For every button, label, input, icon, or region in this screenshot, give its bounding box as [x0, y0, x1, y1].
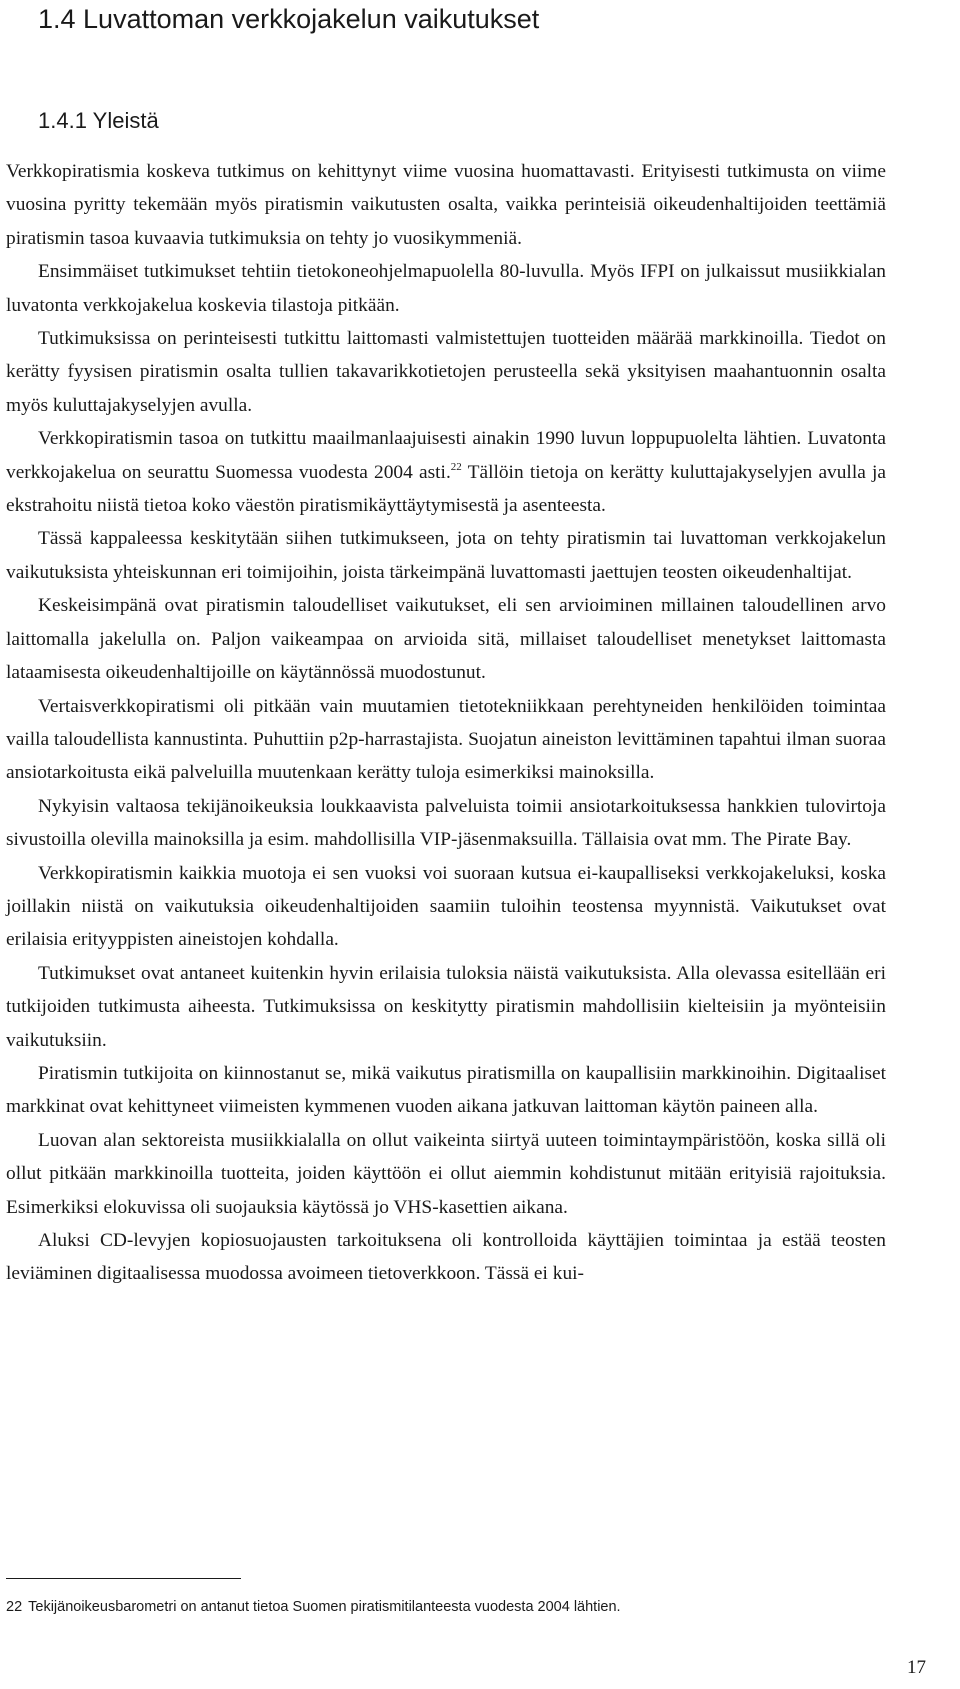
paragraph: Luovan alan sektoreista musiikkialalla on ollut vaikeinta siirtyä uuteen toimintaympäristöön, koska sillä oli ollut pitkään markkinoilla tuotteita, joiden käyttöön ei ollut aiemmin kohdistunut mitään erityisiä rajoituksia. Esimerkiksi elokuvissa oli suojauksia käytössä jo VHS-kasettien aikana. [6, 1129, 886, 1218]
footnote-divider [6, 1578, 241, 1579]
subsection-title: 1.4.1 Yleistä [38, 108, 159, 133]
paragraph: Vertaisverkkopiratismi oli pitkään vain muutamien tietotekniikkaan perehtyneiden henkilöiden toimintaa vailla taloudellista kannustinta. Puhuttiin p2p-harrastajista. Suojatun aineiston levittäminen tapahtui ilman suoraa ansiotarkoitusta eikä palveluilla muutenkaan kerätty tuloja esimerkiksi mainoksilla. [6, 695, 886, 784]
paragraph: Verkkopiratismin kaikkia muotoja ei sen vuoksi voi suoraan kutsua ei-kaupalliseksi verkkojakeluksi, koska joillakin niistä on vaikutuksia oikeudenhaltijoiden saamiin tuloihin teostensa myynnistä. Vaikutukset ovat erilaisia erityyppisten aineistojen kohdalla. [6, 862, 886, 951]
footnote-number: 22 [6, 1599, 23, 1615]
paragraph: Nykyisin valtaosa tekijänoikeuksia loukkaavista palveluista toimii ansiotarkoituksessa hankkien tulovirtoja sivustoilla olevilla mainoksilla ja esim. mahdollisilla VIP-jäsenmaksuilla. Tällaisia ovat mm. The Pirate Bay. [6, 795, 886, 851]
paragraph: Aluksi CD-levyjen kopiosuojausten tarkoituksena oli kontrolloida käyttäjien toimintaa ja estää teosten leviäminen digitaalisessa muodossa avoimeen tietoverkkoon. Tässä ei kui- [6, 1230, 886, 1285]
paragraph [6, 422, 886, 522]
paragraph-text: Tällöin tietoja on kerätty kuluttajakyselyjen avulla ja ekstrahoitu niistä tietoa koko väestön piratismikäyttäytymisestä ja asenteesta. [6, 461, 887, 517]
footnote-reference[interactable]: 22 [450, 460, 462, 473]
paragraph: Ensimmäiset tutkimukset tehtiin tietokoneohjelmapuolella 80-luvulla. Myös IFPI on julkaissut musiikkialan luvatonta verkkojakelua koskevia tilastoja pitkään. [6, 261, 886, 316]
paragraph: Tutkimukset ovat antaneet kuitenkin hyvin erilaisia tuloksia näistä vaikutuksista. Alla olevassa esitellään eri tutkijoiden tutkimusta aiheesta. Tutkimuksissa on keskitytty piratismin mahdollisiin kielteisiin ja myönteisiin vaikutuksiin. [6, 962, 886, 1051]
footnote-text: Tekijänoikeusbarometri on antanut tietoa Suomen piratismitilanteesta vuodesta 2004 lähtien. [28, 1599, 621, 1615]
paragraph: Piratismin tutkijoita on kiinnostanut se, mikä vaikutus piratismilla on kaupallisiin markkinoihin. Digitaaliset markkinat ovat kehittyneet viimeisten kymmenen vuoden aikana jatkuvan laittoman käytön paineen alla. [6, 1062, 886, 1118]
footnote [6, 1597, 621, 1617]
paragraph: Keskeisimpänä ovat piratismin taloudelliset vaikutukset, eli sen arvioiminen millainen taloudellinen arvo laittomalla jakelulla on. Paljon vaikeampaa on arvioida sitä, millaiset taloudelliset menetykset laittomasta lataamisesta oikeudenhaltijoille on käytännössä muodostunut. [6, 595, 886, 684]
paragraph: Verkkopiratismia koskeva tutkimus on kehittynyt viime vuosina huomattavasti. Erityisesti tutkimusta on viime vuosina pyritty tekemään myös piratismin vaikutusten osalta, vaikka perinteisiä oikeudenhaltijoiden teettämiä piratismin tasoa kuvaavia tutkimuksia on tehty jo vuosikymmeniä. [6, 161, 886, 249]
section-title: 1.4 Luvattoman verkkojakelun vaikutukset [38, 4, 540, 34]
paragraph: Tutkimuksissa on perinteisesti tutkittu laittomasti valmistettujen tuotteiden määrää markkinoilla. Tiedot on kerätty fyysisen piratismin osalta tullien takavarikkotietojen perusteella sekä yksityisen maahantuonnin osalta myös kuluttajakyselyjen avulla. [6, 328, 886, 416]
body-text [6, 155, 886, 1291]
page-number: 17 [907, 1657, 926, 1678]
paragraph: Tässä kappaleessa keskitytään siihen tutkimukseen, jota on tehty piratismin tai luvattoman verkkojakelun vaikutuksista yhteiskunnan eri toimijoihin, joista tärkeimpänä luvattomasti jaettujen teosten oikeudenhaltijat. [6, 528, 886, 583]
paragraph-text: Verkkopiratismin tasoa on tutkittu maailmanlaajuisesti ainakin 1990 luvun loppupuolelta lähtien. Luvatonta verkkojakelua on seurattu Suomessa vuodesta 2004 asti. [6, 428, 886, 483]
